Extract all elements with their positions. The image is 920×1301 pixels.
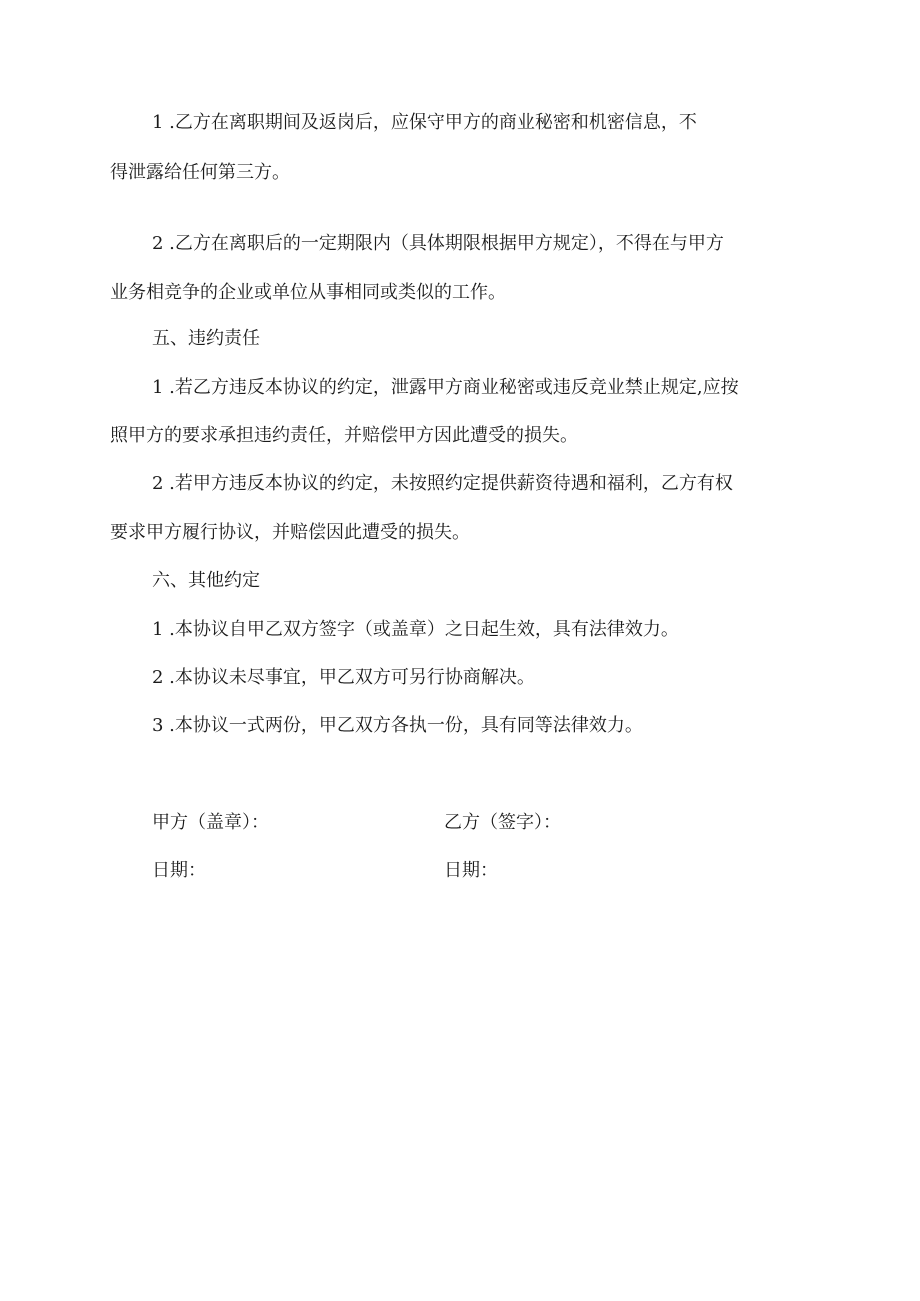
other-heading: 六、其他约定 xyxy=(152,570,260,591)
liability-item-2-line-1: 2 .若甲方违反本协议的约定，未按照约定提供薪资待遇和福利，乙方有权 xyxy=(152,473,733,494)
confidentiality-item-2-line-2: 业务相竞争的企业或单位从事相同或类似的工作。 xyxy=(110,282,506,303)
other-item-3: 3 .本协议一式两份，甲乙双方各执一份，具有同等法律效力。 xyxy=(152,715,643,736)
confidentiality-item-1-line-2: 得泄露给任何第三方。 xyxy=(110,162,290,183)
confidentiality-item-2-line-1: 2 .乙方在离职后的一定期限内（具体期限根据甲方规定），不得在与甲方 xyxy=(152,233,724,254)
liability-item-2-line-2: 要求甲方履行协议，并赔偿因此遭受的损失。 xyxy=(110,522,470,543)
other-item-1: 1 .本协议自甲乙双方签字（或盖章）之日起生效，具有法律效力。 xyxy=(152,619,679,640)
party-b-date-label: 日期： xyxy=(444,860,498,881)
party-b-signature-label: 乙方（签字）： xyxy=(444,812,561,833)
party-a-seal-label: 甲方（盖章）： xyxy=(152,812,269,833)
liability-item-1-line-2: 照甲方的要求承担违约责任，并赔偿甲方因此遭受的损失。 xyxy=(110,425,578,446)
liability-item-1-line-1: 1 .若乙方违反本协议的约定，泄露甲方商业秘密或违反竞业禁止规定,应按 xyxy=(152,377,739,398)
confidentiality-item-1-line-1: 1 .乙方在离职期间及返岗后，应保守甲方的商业秘密和机密信息，不 xyxy=(152,112,697,133)
other-item-2: 2 .本协议未尽事宜，甲乙双方可另行协商解决。 xyxy=(152,667,535,688)
liability-heading: 五、违约责任 xyxy=(152,328,260,349)
party-a-date-label: 日期： xyxy=(152,860,206,881)
